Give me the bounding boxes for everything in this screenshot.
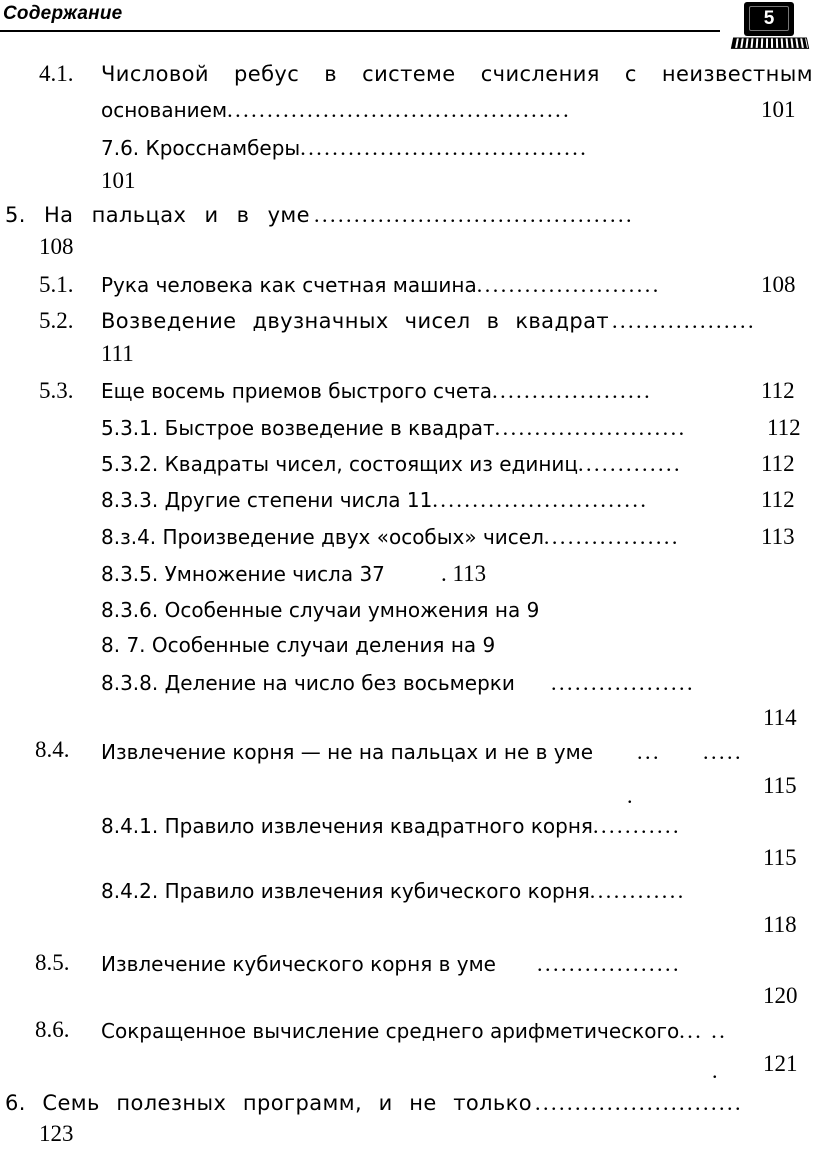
toc-entry-8-4-1-page: 115: [763, 845, 797, 870]
toc-entry-5-2-leader: ..................: [612, 308, 756, 333]
toc-entry-5-2-title: Возведение двузначных чисел в квадрат: [101, 309, 609, 333]
toc-entry-8-3-5-page: . 113: [441, 561, 487, 586]
toc-entry-5-2-page: 111: [101, 341, 134, 366]
toc-entry-8-7: 8. 7. Особенные случаи деления на 9: [101, 633, 496, 657]
toc-entry-5-3-2-page: 112: [761, 451, 795, 476]
toc-entry-8-6: Сокращенное вычисление среднего арифметического... ..: [101, 1018, 728, 1043]
toc-entry-6-leader: ..........................: [535, 1090, 743, 1115]
toc-entry-5-title: 5. На пальцах и в уме: [5, 203, 310, 227]
toc-entry-8-4-leader-b: .....: [703, 739, 743, 764]
toc-entry-8-4-leader-a: ...: [637, 739, 661, 764]
page-number: 5: [749, 6, 789, 31]
toc-entry-8-4: Извлечение корня — не на пальцах и не в уме: [101, 740, 594, 764]
toc-entry-8-5-page: 120: [763, 983, 798, 1008]
toc-entry-5-3-1-page: 112: [767, 415, 801, 440]
toc-entry-5-1-number: 5.1.: [39, 272, 74, 297]
toc-entry-8-4-page: 115: [763, 773, 797, 798]
toc-entry-8-3-4-page: 113: [761, 524, 795, 549]
toc-entry-8-3-4: 8.з.4. Произведение двух «особых» чисел.................: [101, 524, 680, 549]
toc-entry-7-6-page: 101: [101, 168, 136, 193]
toc-entry-4-1-continuation: основанием...........................................: [101, 97, 572, 122]
toc-entry-8-3-8: 8.3.8. Деление на число без восьмерки: [101, 671, 515, 695]
stray-dot: .: [627, 783, 633, 808]
toc-entry-8-4-2: 8.4.2. Правило извлечения кубического корня............: [101, 878, 686, 903]
toc-entry-5-3-page: 112: [761, 378, 795, 403]
toc-entry-8-3-6: 8.3.6. Особенные случаи умножения на 9: [101, 598, 540, 622]
laptop-icon: [730, 2, 814, 54]
toc-entry-7-6: 7.6. Кросснамберы....................................: [101, 135, 589, 160]
toc-entry-8-6-page: 121: [763, 1051, 798, 1076]
toc-entry-8-6-number: 8.6.: [35, 1017, 70, 1042]
toc-entry-5-2-number: 5.2.: [39, 308, 74, 333]
toc-entry-5-3-number: 5.3.: [39, 378, 74, 403]
toc-entry-4-1-number: 4.1.: [39, 61, 74, 86]
header-title: Содержание: [3, 3, 123, 24]
toc-entry-8-3-3: 8.3.3. Другие степени числа 11...........................: [101, 487, 649, 512]
header-rule: [0, 30, 720, 32]
toc-entry-5-3-1: 5.3.1. Быстрое возведение в квадрат........................: [101, 415, 687, 440]
toc-entry-8-4-2-page: 118: [763, 912, 797, 937]
toc-entry-5-leader: ........................................: [314, 202, 634, 227]
toc-entry-8-4-number: 8.4.: [35, 737, 70, 762]
toc-entry-5-3-2: 5.3.2. Квадраты чисел, состоящих из единиц.............: [101, 451, 683, 476]
toc-entry-5-1-page: 108: [761, 272, 796, 297]
toc-entry-8-5-leader: ..................: [537, 951, 681, 976]
toc-entry-8-4-1: 8.4.1. Правило извлечения квадратного корня...........: [101, 813, 681, 838]
toc-entry-8-3-8-leader: ..................: [551, 670, 695, 695]
toc-entry-6-page: 123: [39, 1121, 74, 1146]
toc-entry-8-3-3-page: 112: [761, 487, 795, 512]
laptop-keyboard: [731, 37, 809, 48]
toc-entry-4-1-page: 101: [761, 97, 796, 122]
toc-entry-8-5-number: 8.5.: [35, 950, 70, 975]
toc-entry-5-1: Рука человека как счетная машина.......................: [101, 272, 661, 297]
toc-entry-8-5: Извлечение кубического корня в уме: [101, 952, 496, 976]
toc-entry-8-3-5: 8.3.5. Умножение числа 37: [101, 562, 385, 586]
laptop-screen: [744, 2, 794, 36]
toc-entry-8-3-8-page: 114: [763, 705, 797, 730]
toc-entry-4-1-title: Числовой ребус в системе счисления с неизвестным: [101, 62, 813, 86]
toc-entry-5-page: 108: [39, 234, 74, 259]
toc-entry-5-3: Еще восемь приемов быстрого счета....................: [101, 378, 653, 403]
stray-dot-2: .: [712, 1058, 718, 1083]
toc-entry-6-title: 6. Семь полезных программ, и не только: [5, 1091, 532, 1115]
